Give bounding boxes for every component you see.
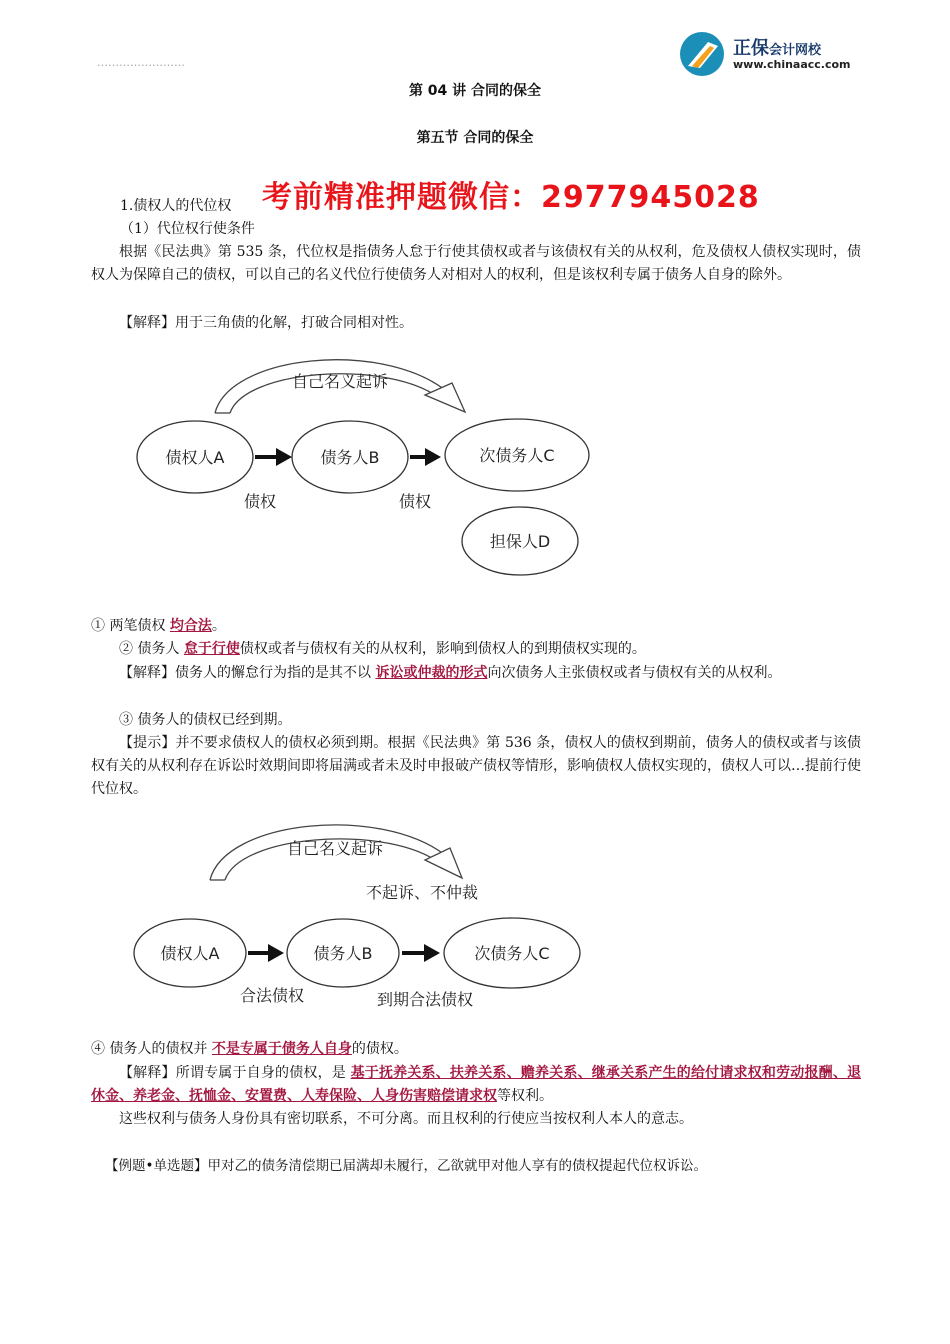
brand-logo (678, 30, 868, 80)
edge2-ab-label: 合法债权 (239, 986, 305, 1005)
explain-personal-rights-highlight: 基于抚养关系、扶养关系、赡养关系、继承关系产生的给付请求权和劳动报酬、退休金、养老金、抚恤金、安置费、人寿保险、人身伤害赔偿请求权 (91, 1065, 862, 1104)
condition-2: ② 债务人 怠于行使债权或者与债权有关的从权利，影响到债权人的到期债权实现的。 (119, 641, 646, 657)
node-debtor-b-label: 债务人B (320, 448, 380, 467)
node2-sub-debtor-c-label: 次债务人C (474, 944, 550, 963)
example-question: 【例题•单选题】甲对乙的债务清偿期已届满却未履行，乙欲就甲对他人享有的债权提起代位权诉讼。 (105, 1158, 707, 1174)
watermark-text: 考前精准押题微信：2977945028 (262, 180, 760, 215)
brand-name: 正保会计网校 (733, 38, 822, 59)
explain-personal-rights: 【解释】所谓专属于自身的债权，是 基于抚养关系、扶养关系、赡养关系、继承关系产生的给付请求权和劳动报酬、退休金、养老金、抚恤金、安置费、人寿保险、人身伤害赔偿请求权等权利。 (91, 1065, 862, 1104)
node2-debtor-b-label: 债务人B (313, 944, 373, 963)
edge-bc-label: 债权 (398, 492, 432, 511)
explain-triangle-debt: 【解释】用于三角债的化解，打破合同相对性。 (119, 315, 413, 331)
explain-negligence: 【解释】债务人的懈怠行为指的是其不以 诉讼或仲裁的形式向次债务人主张债权或者与债权有关的从权利。 (119, 665, 782, 681)
arc2-label: 自己名义起诉 (286, 839, 384, 858)
node-guarantor-d-label: 担保人D (489, 532, 551, 551)
node-creditor-a-label: 债权人A (165, 448, 225, 467)
brand-emblem-icon (678, 30, 728, 80)
condition-4: ④ 债务人的债权并 不是专属于债务人自身的债权。 (91, 1041, 408, 1057)
diagram-subrogation-2 (130, 810, 590, 1015)
condition-3: ③ 债务人的债权已经到期。 (119, 712, 292, 728)
para-identity: 这些权利与债务人身份具有密切联系，不可分离。而且权利的行使应当按权利人本人的意志。 (119, 1111, 693, 1127)
header-left-text: …………………… (97, 56, 185, 69)
arrow2-a-b-head-icon (268, 944, 284, 962)
explain-negligence-highlight: 诉讼或仲裁的形式 (375, 665, 488, 681)
heading-subrogation: 1.债权人的代位权 (120, 198, 232, 214)
edge-ab-label: 债权 (243, 492, 277, 511)
condition-1: ① 两笔债权 均合法。 (91, 618, 226, 634)
condition-2-highlight: 怠于行使 (183, 641, 240, 657)
node2-creditor-a-label: 债权人A (160, 944, 220, 963)
brand-url: www.chinaacc.com (733, 58, 851, 71)
lecture-title: 第 04 讲 合同的保全 (408, 83, 542, 99)
para-definition: 根据《民法典》第 535 条，代位权是指债务人怠于行使其债权或者与该债权有关的从权利，危及债权人债权实现时，债权人为保障自己的债权，可以自己的名义代位行使债务人对相对人的权利，但是该权利专属于债务人自身的除外。 (91, 244, 861, 283)
arrow2-b-c-head-icon (424, 944, 440, 962)
arc2-note: 不起诉、不仲裁 (365, 883, 479, 902)
heading-conditions: （1）代位权行使条件 (120, 221, 255, 237)
condition-4-highlight: 不是专属于债务人自身 (211, 1041, 352, 1057)
condition-1-highlight: 均合法 (169, 618, 212, 634)
section-title: 第五节 合同的保全 (416, 130, 534, 146)
arc-label: 自己名义起诉 (291, 372, 389, 391)
tip-early-exercise: 【提示】并不要求债权人的债权必须到期。根据《民法典》第 536 条，债权人的债权到期前，债务人的债权或者与该债权有关的从权利存在诉讼时效期间即将届满或者未及时申报破产债权等情形，影响债权人债权实现的，债权人可以…提前行使代位权。 (91, 735, 861, 797)
diagram-subrogation-1 (130, 345, 600, 585)
arc2-arrowhead-icon (425, 848, 462, 878)
arrow-b-c-head-icon (425, 448, 441, 466)
node-sub-debtor-c-label: 次债务人C (479, 446, 555, 465)
arrow-a-b-head-icon (276, 448, 292, 466)
edge2-bc-label: 到期合法债权 (376, 990, 474, 1009)
arc-arrowhead-icon (425, 383, 465, 412)
